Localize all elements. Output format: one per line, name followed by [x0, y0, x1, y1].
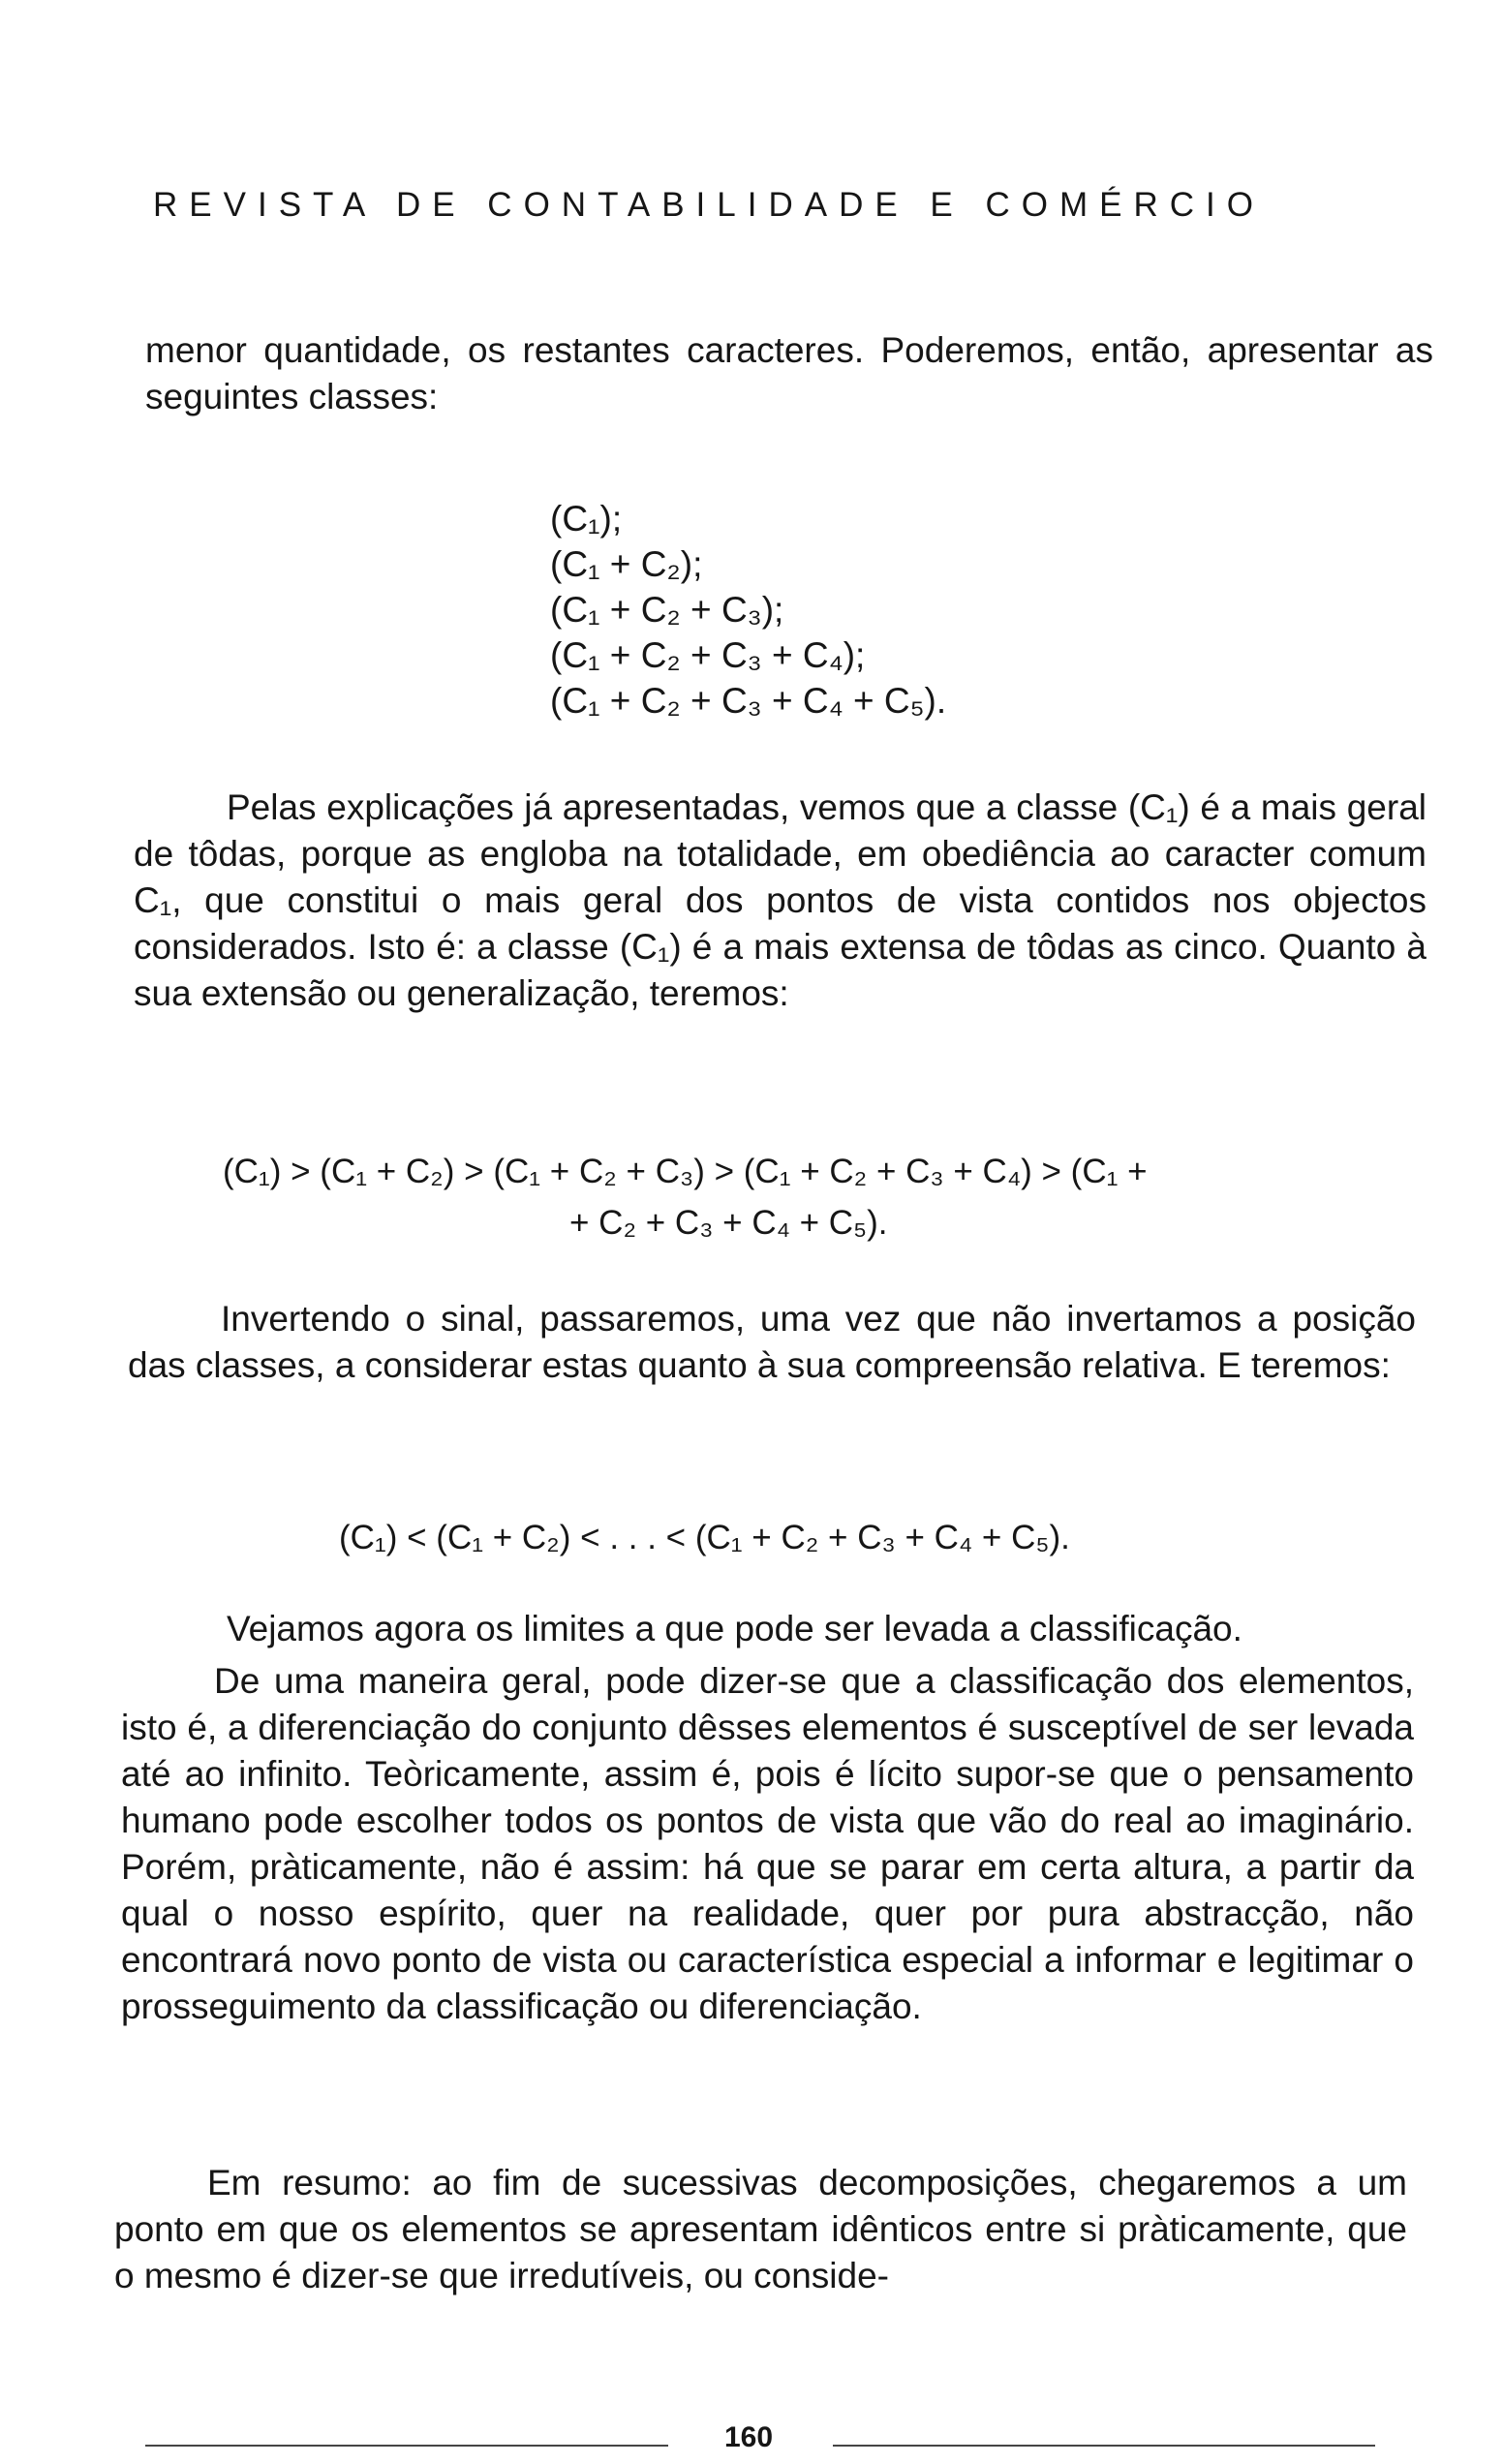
- extension-formula-line-1: (C₁) > (C₁ + C₂) > (C₁ + C₂ + C₃) > (C₁ + C₂ + C₃ + C₄) > (C₁ +: [223, 1153, 1148, 1190]
- page-footer: [0, 2421, 1503, 2460]
- paragraph-intro: menor quantidade, os restantes caracteres. Poderemos, então, apresentar as seguintes classes:: [145, 330, 1433, 416]
- paragraph-summary: Em resumo: ao fim de sucessivas decomposições, chegaremos a um ponto em que os elementos se apresentam idênticos entre si pràticamente, que o mesmo é dizer-se que irredutíveis, ou conside-: [114, 2163, 1407, 2295]
- class-item: (C₁ + C₂ + C₃ + C₄);: [550, 635, 866, 675]
- page-number: 160: [724, 2421, 774, 2453]
- paragraph-limits: Vejamos agora os limites a que pode ser levada a classificação.: [227, 1609, 1242, 1648]
- class-list: [550, 496, 946, 724]
- class-item: (C₁ + C₂);: [550, 544, 703, 584]
- running-header: REVISTA DE CONTABILIDADE E COMÉRCIO: [153, 186, 1265, 224]
- paragraph-comprehension: Invertendo o sinal, passaremos, uma vez que não invertamos a posição das classes, a considerar estas quanto à sua compreensão relativa. E teremos:: [128, 1299, 1416, 1385]
- footer-rule-right: [833, 2445, 1375, 2447]
- extension-formula-line-2: + C₂ + C₃ + C₄ + C₅).: [569, 1204, 888, 1242]
- class-item: (C₁);: [550, 499, 623, 539]
- class-item: (C₁ + C₂ + C₃ + C₄ + C₅).: [550, 681, 947, 721]
- paragraph-classification: De uma maneira geral, pode dizer-se que a classificação dos elementos, isto é, a diferenciação do conjunto dêsses elementos é susceptível de ser levada até ao infinito. Teòricamente, assim é, pois é lícito supor-se que o pensamento humano pode escolher todos os pontos de vista que vão do real ao imaginário. Porém, pràticamente, não é assim: há que se parar em certa altura, a partir da qual o nosso espírito, quer na realidade, quer por pura abstracção, não encontrará novo ponto de vista ou característica especial a informar e legitimar o prosseguimento da classificação ou diferenciação.: [121, 1661, 1414, 2026]
- comprehension-formula: (C₁) < (C₁ + C₂) < . . . < (C₁ + C₂ + C₃ + C₄ + C₅).: [339, 1519, 1070, 1556]
- footer-rule-left: [145, 2445, 668, 2447]
- class-item: (C₁ + C₂ + C₃);: [550, 590, 784, 630]
- paragraph-extension: Pelas explicações já apresentadas, vemos que a classe (C₁) é a mais geral de tôdas, porque as engloba na totalidade, em obediência ao caracter comum C₁, que constitui o mais geral dos pontos de vista contidos nos objectos considerados. Isto é: a classe (C₁) é a mais extensa de tôdas as cinco. Quanto à sua extensão ou generalização, teremos:: [134, 787, 1426, 1013]
